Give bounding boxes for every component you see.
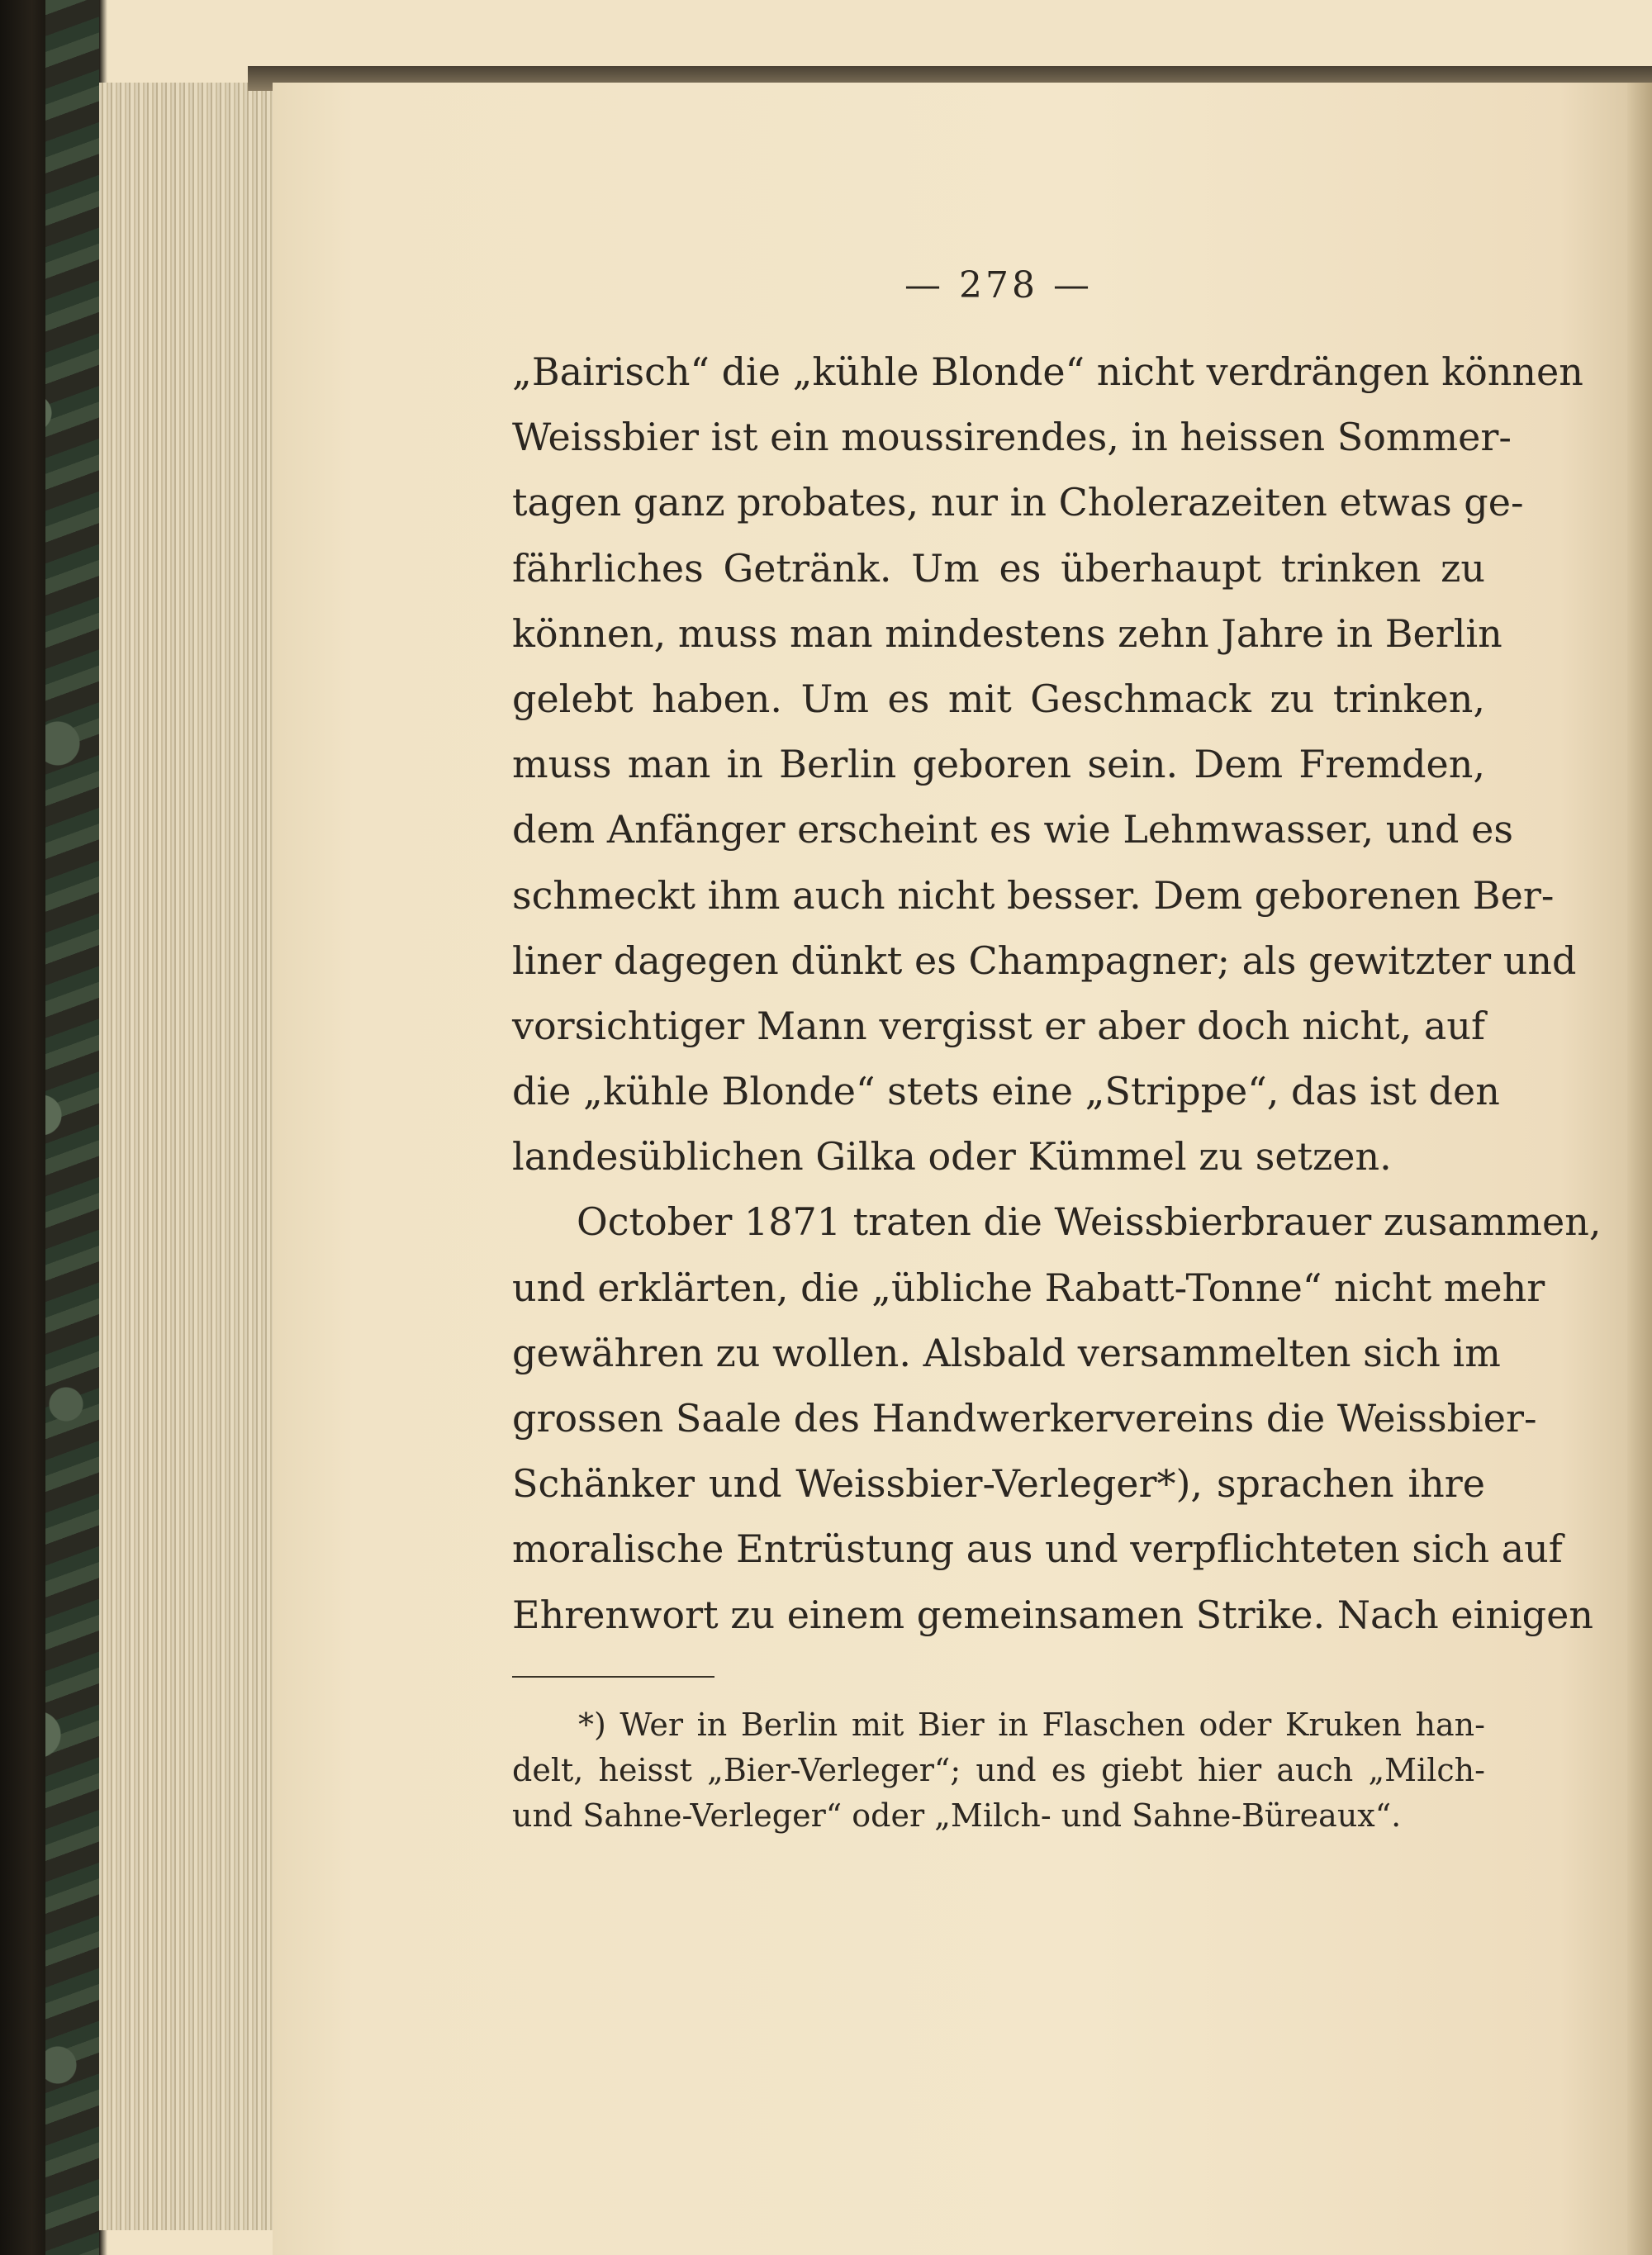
book-spine <box>0 0 45 2255</box>
body-line: gelebt haben. Um es mit Geschmack zu trinken, <box>512 676 1485 721</box>
body-line: fährliches Getränk. Um es überhaupt trinken zu <box>512 545 1485 591</box>
body-line: und erklärten, die „übliche Rabatt-Tonne“ nicht mehr <box>512 1265 1545 1310</box>
footnote-line: *) Wer in Berlin mit Bier in Flaschen oder Kruken han- <box>578 1706 1485 1743</box>
footnote <box>512 1702 1485 1839</box>
body-line: Weissbier ist ein moussirendes, in heissen Sommer- <box>512 415 1512 460</box>
body-line: Schänker und Weissbier-Verleger*), sprachen ihre <box>512 1461 1485 1507</box>
body-line: muss man in Berlin geboren sein. Dem Fremden, <box>512 742 1485 787</box>
body-line: liner dagegen dünkt es Champagner; als gewitzter und <box>512 938 1577 983</box>
body-line: landesüblichen Gilka oder Kümmel zu setzen. <box>512 1134 1392 1180</box>
page-edges <box>99 83 289 2230</box>
body-line: können, muss man mindestens zehn Jahre in Berlin <box>512 610 1502 656</box>
body-line: Ehrenwort zu einem gemeinsamen Strike. Nach einigen <box>512 1592 1593 1637</box>
body-line: moralische Entrüstung aus und verpflichteten sich auf <box>512 1526 1563 1572</box>
footnote-rule <box>512 1676 714 1678</box>
footnote-line: delt, heisst „Bier-Verleger“; und es giebt hier auch „Milch- <box>512 1751 1485 1788</box>
page-text <box>512 264 1602 1839</box>
body-line: grossen Saale des Handwerkervereins die Weissbier- <box>512 1396 1537 1441</box>
footnote-line: und Sahne-Verleger“ oder „Milch- und Sahne-Büreaux“. <box>512 1797 1402 1834</box>
body-line: „Bairisch“ die „kühle Blonde“ nicht verdrängen können <box>512 349 1583 394</box>
body-text <box>512 339 1602 1648</box>
body-line: vorsichtiger Mann vergisst er aber doch nicht, auf <box>512 1003 1485 1048</box>
body-line: October 1871 traten die Weissbierbrauer zusammen, <box>577 1199 1602 1245</box>
body-line: gewähren zu wollen. Alsbald versammelten sich im <box>512 1330 1501 1375</box>
body-line: die „kühle Blonde“ stets eine „Strippe“, das ist den <box>512 1069 1500 1114</box>
body-line: tagen ganz probates, nur in Cholerazeiten etwas ge- <box>512 480 1524 525</box>
page-right-edge <box>1627 83 1652 2255</box>
page-number: — 278 — <box>904 264 1093 306</box>
body-line: schmeckt ihm auch nicht besser. Dem geborenen Ber- <box>512 872 1555 918</box>
body-line: dem Anfänger erscheint es wie Lehmwasser, und es <box>512 807 1513 852</box>
